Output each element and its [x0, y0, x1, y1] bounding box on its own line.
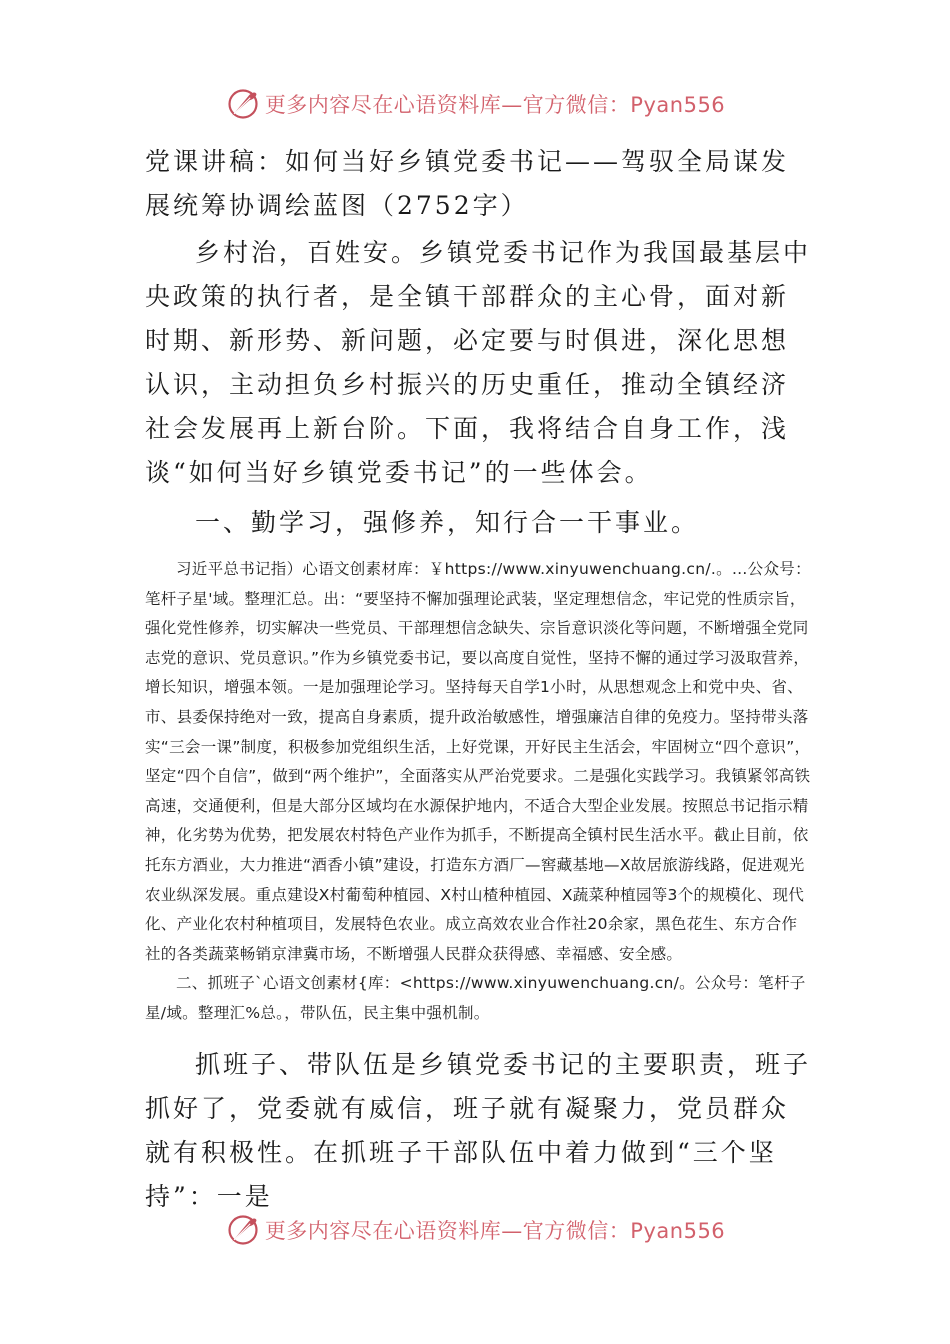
section-heading-2: 二、抓班子`心语文创素材{库：<https://www.xinyuwenchuang.cn/。公众号：笔杆子星/域。整理汇%总。，带队伍，民主集中强机制。: [145, 974, 806, 1022]
section-body-2: 抓班子、带队伍是乡镇党委书记的主要职责，班子抓好了，党委就有威信，班子就有凝聚力，党员群众就有积极性。在抓班子干部队伍中着力做到“三个坚持”：一是: [145, 1049, 812, 1211]
section-body-1: 习近平总书记指）心语文创素材库：￥https://www.xinyuwenchuang.cn/.。…公众号：笔杆子星'域。整理汇总。出：“要坚持不懈加强理论武装，坚定理想信念，牢记党的性质宗旨，强化党性修养，切实解决一些党员、干部理想信念缺失、宗旨意识淡化等问题，不断增强全党同志党的意识、党员意识。”作为乡镇党委书记，要以高度自觉性，坚持不懈的通过学习汲取营养，增长知识，增强本领。一是加强理论学习。坚持每天自学1小时，从思想观念上和党中央、省、市、县委保持绝对一致，提高自身素质，提升政治敏感性，增强廉洁自律的免疫力。坚持带头落实“三会一课”制度，积极参加党组织生活，上好党课，开好民主生活会，牢固树立“四个意识”，坚定“四个自信”，做到“两个维护”，全面落实从严治党要求。二是强化实践学习。我镇紧邻高铁高速，交通便利，但是大部分区域均在水源保护地内，不适合大型企业发展。按照总书记指示精神，化劣势为优势，把发展农村特色产业作为抓手，不断提高全镇村民生活水平。截止目前，依托东方酒业，大力推进“酒香小镇”建设，打造东方酒厂—窖藏基地—X故居旅游线路，促进观光农业纵深发展。重点建设X村葡萄种植园、X村山楂种植园、X蔬菜种植园等3个的规模化、现代化、产业化农村种植项目，发展特色农业。成立高效农业合作社20余家，黑色花生、东方合作社的各类蔬菜畅销京津冀市场，不断增强人民群众获得感、幸福感、安全感。: [145, 560, 811, 963]
watermark-banner-bottom: [0, 1210, 950, 1250]
quill-pen-logo-icon: [225, 86, 261, 122]
watermark-text: 更多内容尽在心语资料库—官方微信：Pyan556: [264, 1219, 726, 1243]
section-heading-1: 一、勤学习，强修养，知行合一干事业。: [195, 508, 700, 537]
document-body: [145, 140, 813, 1219]
intro-paragraph: 乡村治，百姓安。乡镇党委书记作为我国最基层中央政策的执行者，是全镇干部群众的主心骨，面对新时期、新形势、新问题，必定要与时俱进，深化思想认识，主动担负乡村振兴的历史重任，推动全镇经济社会发展再上新台阶。下面，我将结合自身工作，浅谈“如何当好乡镇党委书记”的一些体会。: [145, 238, 812, 487]
watermark-banner-top: [0, 84, 950, 124]
watermark-text: 更多内容尽在心语资料库—官方微信：Pyan556: [264, 93, 726, 117]
quill-pen-logo-icon: [225, 1212, 261, 1248]
document-title: 党课讲稿：如何当好乡镇党委书记——驾驭全局谋发展统筹协调绘蓝图（2752字）: [145, 147, 790, 220]
